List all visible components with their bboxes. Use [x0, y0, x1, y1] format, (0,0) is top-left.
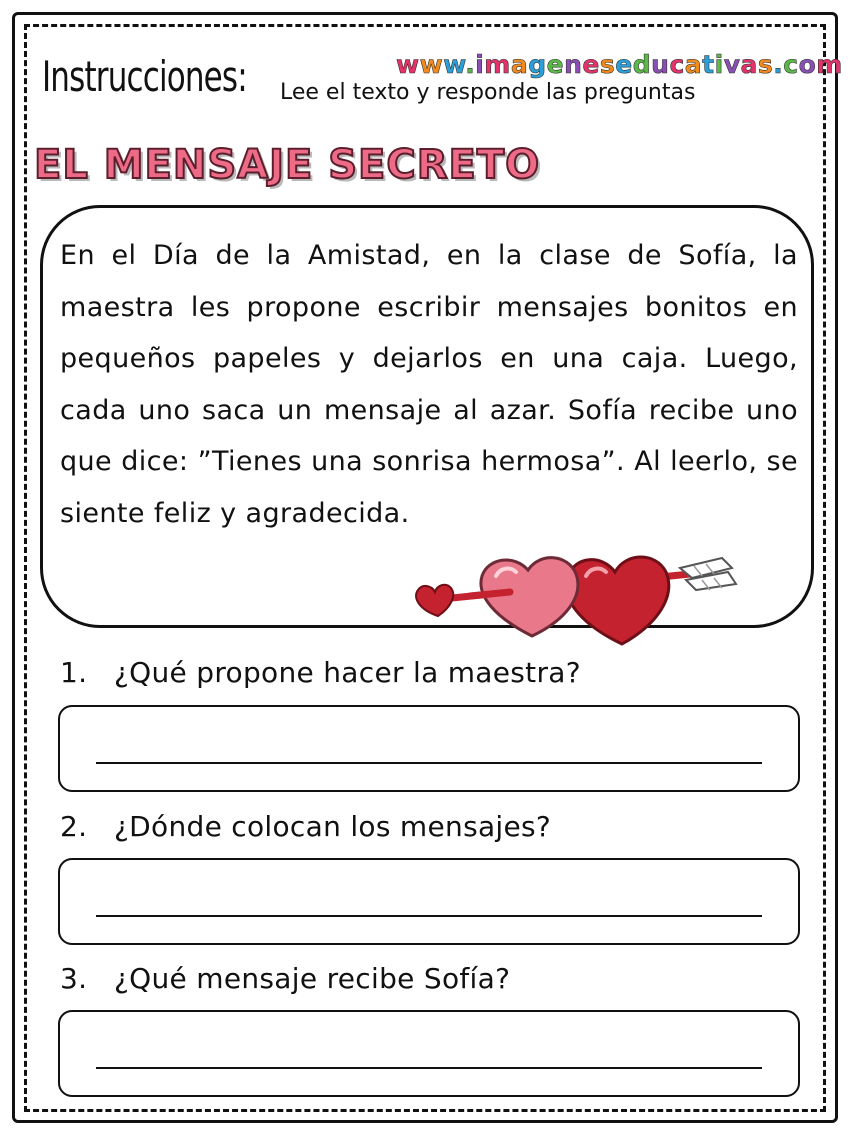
question-text: ¿Dónde colocan los mensajes? [114, 810, 552, 843]
answer-box-1[interactable] [58, 705, 800, 792]
story-text: En el Día de la Amistad, en la clase de Sofía, la maestra les propone escribir mensajes bonitos en pequeños papeles y dejarlos en una caja. Luego, cada uno saca un mensaje al azar. Sofía recibe uno que dice: ”Tienes una sonrisa hermosa”. Al leerlo, se siente feliz y agradecida. [60, 240, 798, 529]
answer-line [96, 762, 762, 764]
instructions-label: Instrucciones: [42, 52, 247, 101]
hearts-arrow-icon [410, 540, 740, 650]
question-number: 3. [60, 962, 88, 995]
instructions-text: Lee el texto y responde las preguntas [280, 80, 696, 105]
question-1 [60, 656, 581, 689]
worksheet-title: EL MENSAJE SECRETO [34, 142, 541, 188]
answer-line [96, 915, 762, 917]
website-watermark: www.imageneseducativas.com [396, 50, 843, 79]
question-3 [60, 962, 510, 995]
question-2 [60, 810, 551, 843]
answer-line [96, 1067, 762, 1069]
question-text: ¿Qué propone hacer la maestra? [114, 656, 581, 689]
question-number: 2. [60, 810, 88, 843]
question-text: ¿Qué mensaje recibe Sofía? [114, 962, 511, 995]
answer-box-3[interactable] [58, 1010, 800, 1097]
answer-box-2[interactable] [58, 858, 800, 945]
question-number: 1. [60, 656, 88, 689]
